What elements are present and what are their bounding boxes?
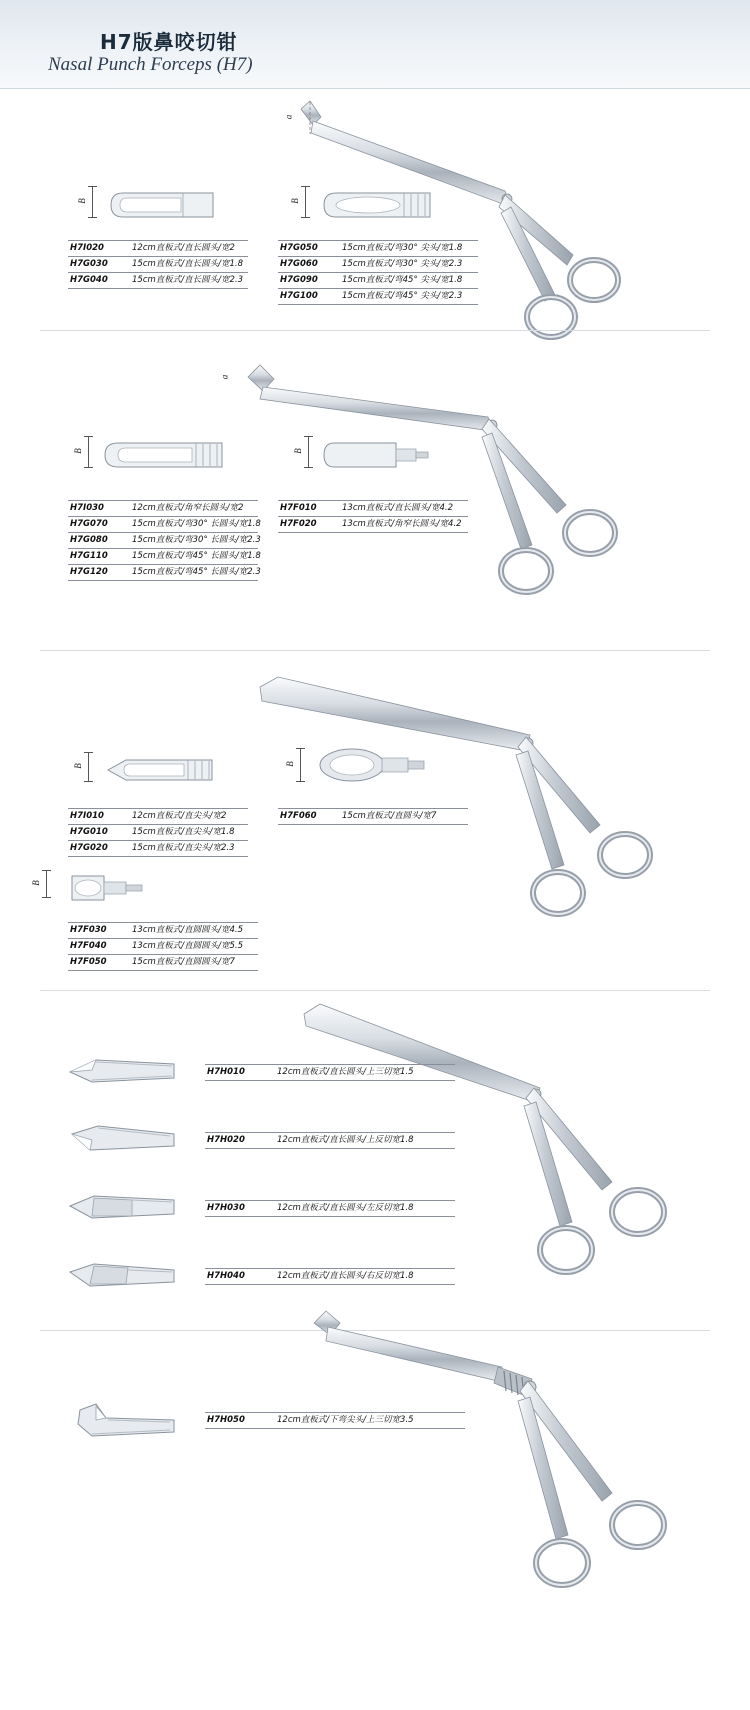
spec-row: H7F020 13cm直板式/角窄长圆头/宽4.2 — [278, 516, 468, 533]
tip-detail-4 — [320, 435, 440, 475]
dimension-label-b: B — [72, 448, 83, 454]
spec-row: H7I020 12cm直板式/直长圆头/宽2 — [68, 240, 248, 256]
spec-row: H7F030 13cm直板式/直圆圆头/宽4.5 — [68, 922, 258, 938]
spec-row: H7G110 15cm直板式/弯45° 长圆头/宽1.8 — [68, 548, 258, 564]
section-divider-2 — [40, 650, 710, 651]
spec-row: H7G020 15cm直板式/直尖头/宽2.3 — [68, 840, 248, 857]
section-divider-3 — [40, 990, 710, 991]
jaw-closeup-1 — [62, 1050, 182, 1090]
spec-table-3a — [68, 808, 248, 857]
jaw-closeup-4 — [62, 1254, 182, 1294]
dimension-label-b: B — [76, 198, 87, 204]
tip-detail-1 — [105, 185, 235, 225]
spec-table-1a — [68, 240, 248, 289]
forceps-illustration-3 — [250, 665, 710, 925]
spec-row: H7I010 12cm直板式/直尖头/宽2 — [68, 808, 248, 824]
spec-row: H7H030 12cm直板式/直长圆头/左反切宽1.8 — [205, 1200, 455, 1217]
forceps-illustration-2 — [230, 355, 700, 605]
dimension-label-b: B — [30, 880, 41, 886]
page-header — [0, 0, 750, 89]
angle-label-a-2: a — [219, 374, 230, 380]
dimension-label-b: B — [289, 198, 300, 204]
jaw-closeup-3 — [62, 1186, 182, 1226]
spec-row: H7G030 15cm直板式/直长圆头/宽1.8 — [68, 256, 248, 272]
spec-row: H7G080 15cm直板式/弯30° 长圆头/宽2.3 — [68, 532, 258, 548]
tip-detail-5 — [100, 750, 230, 790]
angle-guide-1 — [290, 100, 330, 140]
spec-row: H7G060 15cm直板式/弯30° 尖头/宽2.3 — [278, 256, 478, 272]
spec-row: H7G070 15cm直板式/弯30° 长圆头/宽1.8 — [68, 516, 258, 532]
spec-row: H7H020 12cm直板式/直长圆头/上反切宽1.8 — [205, 1132, 455, 1149]
spec-row: H7H040 12cm直板式/直长圆头/右反切宽1.8 — [205, 1268, 455, 1285]
page-title-cn: H7版鼻咬切钳 — [100, 30, 238, 54]
spec-table-4b — [205, 1132, 455, 1149]
dimension-label-b: B — [292, 448, 303, 454]
spec-table-2a — [68, 500, 261, 581]
page-title-en: Nasal Punch Forceps (H7) — [48, 54, 253, 75]
spec-row: H7G120 15cm直板式/弯45° 长圆头/宽2.3 — [68, 564, 258, 581]
tip-detail-3 — [100, 435, 240, 475]
dimension-label-b: B — [72, 763, 83, 769]
spec-row: H7F040 13cm直板式/直圆圆头/宽5.5 — [68, 938, 258, 954]
jaw-closeup-2 — [62, 1118, 182, 1158]
spec-table-3b — [278, 808, 468, 825]
section-divider-1 — [40, 330, 710, 331]
spec-table-4d — [205, 1268, 455, 1285]
spec-table-3c — [68, 922, 258, 971]
jaw-closeup-5 — [62, 1400, 182, 1444]
tip-detail-6 — [312, 742, 442, 788]
forceps-illustration-5 — [300, 1305, 720, 1605]
tip-detail-7 — [58, 868, 178, 908]
spec-row: H7G100 15cm直板式/弯45° 尖头/宽2.3 — [278, 288, 478, 305]
spec-row: H7G040 15cm直板式/直长圆头/宽2.3 — [68, 272, 248, 289]
spec-row: H7F010 13cm直板式/直长圆头/宽4.2 — [278, 500, 468, 516]
angle-label-a-1: a — [283, 114, 294, 120]
spec-row: H7H010 12cm直板式/直长圆头/上三切宽1.5 — [205, 1064, 455, 1081]
spec-row: H7G010 15cm直板式/直尖头/宽1.8 — [68, 824, 248, 840]
spec-table-2b — [278, 500, 468, 533]
spec-row: H7I030 12cm直板式/角窄长圆头/宽2 — [68, 500, 258, 516]
spec-table-1b — [278, 240, 478, 305]
spec-row: H7G090 15cm直板式/弯45° 尖头/宽1.8 — [278, 272, 478, 288]
spec-table-4c — [205, 1200, 455, 1217]
spec-row: H7H050 12cm直板式/下弯尖头/上三切宽3.5 — [205, 1412, 465, 1429]
spec-table-4a — [205, 1064, 455, 1081]
tip-detail-2 — [318, 185, 448, 225]
spec-row: H7F060 15cm直板式/直圆头/宽7 — [278, 808, 468, 825]
spec-table-5a — [205, 1412, 465, 1429]
dimension-label-b: B — [284, 761, 295, 767]
spec-row: H7G050 15cm直板式/弯30° 尖头/宽1.8 — [278, 240, 478, 256]
spec-row: H7F050 15cm直板式/直圆圆头/宽7 — [68, 954, 258, 971]
